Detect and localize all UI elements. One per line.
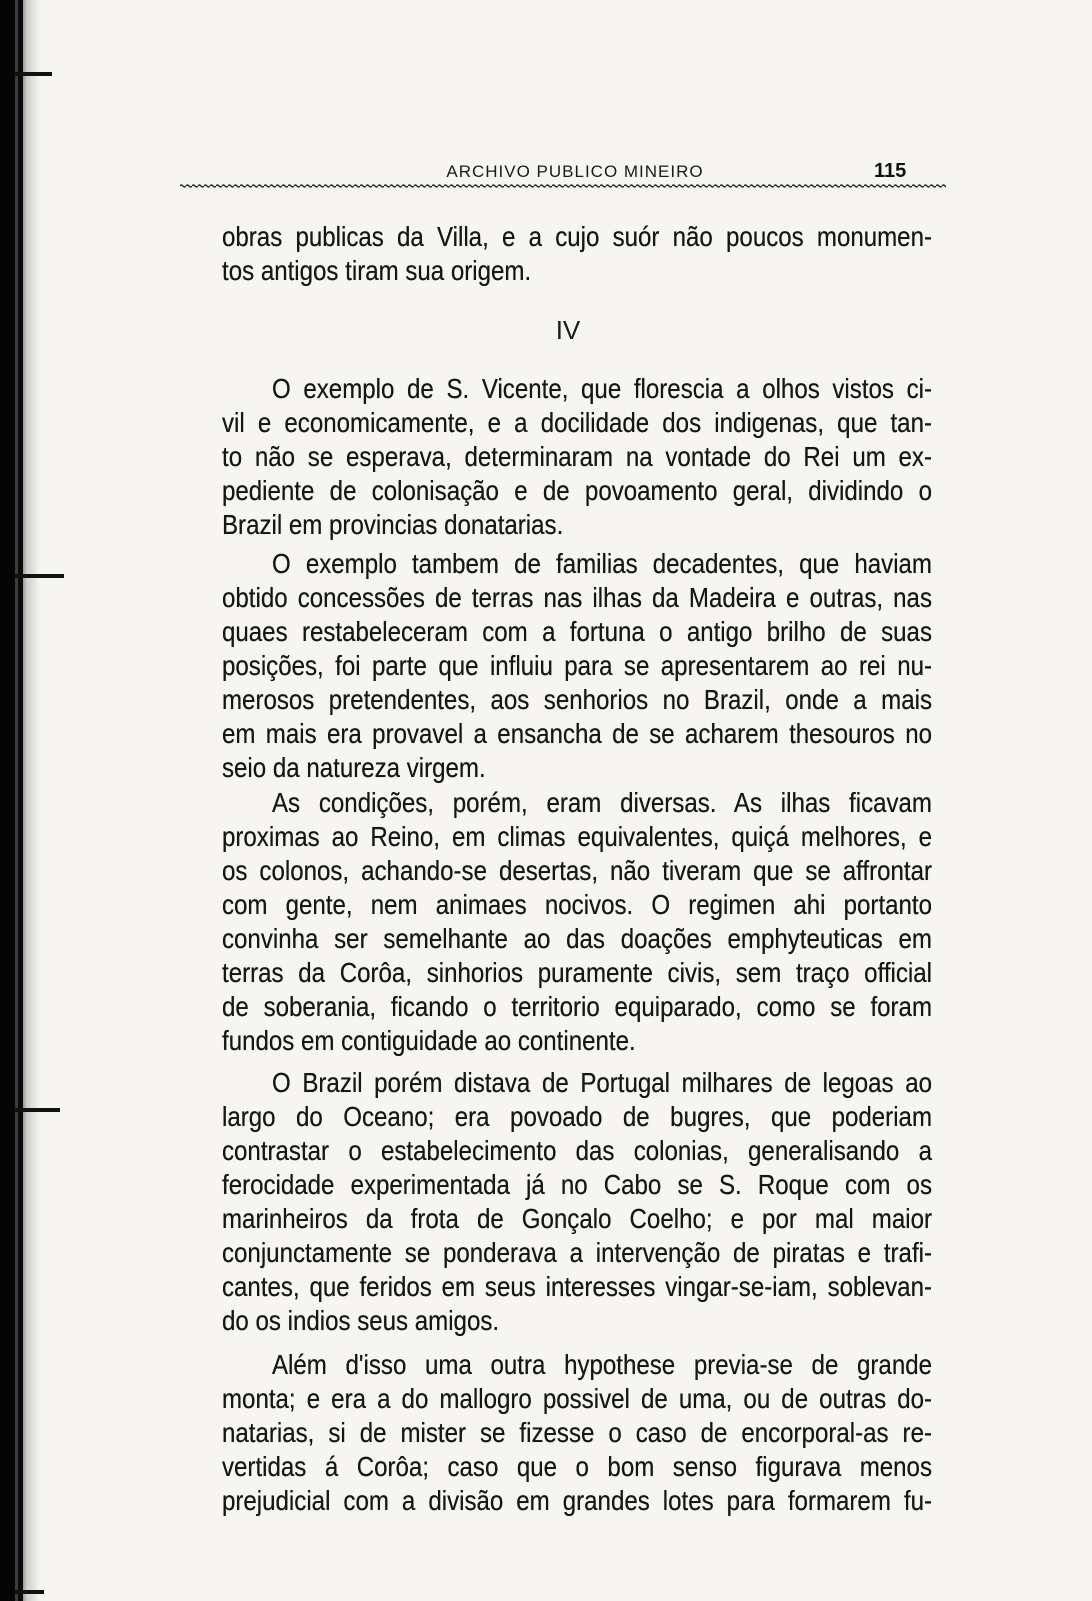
text-line (222, 1450, 932, 1484)
text-line (222, 1382, 932, 1416)
text-line-content: quaes restabeleceram com a fortuna o antigo brilho de suas (222, 616, 932, 647)
text-line-content: em mais era provavel a ensancha de se acharem thesouros no (222, 718, 932, 749)
text-line-content: terras da Corôa, sinhorios puramente civis, sem traço official (222, 957, 932, 988)
text-line (272, 786, 932, 820)
binding-mark (14, 574, 64, 578)
text-line (222, 1304, 932, 1338)
text-line-content: ferocidade experimentada já no Cabo se S. Roque com os (222, 1169, 932, 1200)
binding-mark (14, 72, 52, 76)
text-line (222, 406, 932, 440)
text-line (222, 854, 932, 888)
text-line-content: de soberania, ficando o territorio equiparado, como se foram (222, 991, 932, 1022)
text-line (272, 1066, 932, 1100)
binding-mark (14, 1590, 44, 1594)
text-line (222, 1134, 932, 1168)
text-line-content: do os indios seus amigos. (222, 1305, 500, 1336)
text-line (222, 220, 932, 254)
page-number: 115 (874, 160, 907, 182)
text-line-content: prejudicial com a divisão em grandes lotes para formarem fu- (222, 1485, 932, 1516)
paragraph (222, 1066, 932, 1338)
text-line-content: As condições, porém, eram diversas. As ilhas ficavam (272, 787, 932, 818)
text-line-content: O exemplo tambem de familias decadentes, que haviam (272, 548, 932, 579)
text-line (222, 649, 932, 683)
text-line-content: O exemplo de S. Vicente, que florescia a olhos vistos ci- (272, 373, 932, 404)
text-line (222, 1202, 932, 1236)
text-line (222, 615, 932, 649)
text-line-content: convinha ser semelhante ao das doações emphyteuticas em (222, 923, 932, 954)
section-heading: IV (555, 315, 581, 345)
text-line-content: contrastar o estabelecimento das colonias, generalisando a (222, 1135, 932, 1166)
running-header-title: ARCHIVO PUBLICO MINEIRO (446, 162, 704, 181)
text-line (222, 440, 932, 474)
binding-edge (0, 0, 40, 1601)
text-line-content: pediente de colonisação e de povoamento geral, dividindo o (222, 475, 932, 506)
text-line (222, 1270, 932, 1304)
text-line (222, 1024, 932, 1058)
text-line (222, 751, 932, 785)
text-line (222, 888, 932, 922)
text-line-content: obtido concessões de terras nas ilhas da Madeira e outras, nas (222, 582, 932, 613)
binding-mark (14, 1108, 60, 1112)
text-line (222, 820, 932, 854)
text-line-content: vil e economicamente, e a docilidade dos indigenas, que tan- (222, 407, 932, 438)
text-line (222, 1416, 932, 1450)
text-line (222, 254, 932, 288)
text-line-content: marinheiros da frota de Gonçalo Coelho; e por mal maior (222, 1203, 932, 1234)
text-line (272, 1348, 932, 1382)
text-line (222, 922, 932, 956)
text-line (272, 372, 932, 406)
text-line-content: os colonos, achando-se desertas, não tiveram que se affrontar (222, 855, 932, 886)
text-line-content: monta; e era a do mallogro possivel de uma, ou de outras do- (222, 1383, 932, 1414)
text-line-content: com gente, nem animaes nocivos. O regimen ahi portanto (222, 889, 932, 920)
text-line-content: merosos pretendentes, aos senhorios no Brazil, onde a mais (222, 684, 932, 715)
text-line (222, 683, 932, 717)
paragraph (222, 220, 932, 288)
paragraph (222, 372, 932, 542)
text-line-content: largo do Oceano; era povoado de bugres, que poderiam (222, 1101, 932, 1132)
text-line-content: conjunctamente se ponderava a intervenção de piratas e trafi- (222, 1237, 932, 1268)
text-line-content: fundos em contiguidade ao continente. (222, 1025, 636, 1056)
text-line-content: cantes, que feridos em seus interesses vingar-se-iam, soblevan- (222, 1271, 932, 1302)
text-line-content: Além d'isso uma outra hypothese previa-se de grande (272, 1349, 932, 1380)
text-line (222, 956, 932, 990)
text-line (272, 547, 932, 581)
text-line-content: seio da natureza virgem. (222, 752, 486, 783)
text-line (222, 1100, 932, 1134)
text-line (222, 717, 932, 751)
text-line-content: O Brazil porém distava de Portugal milhares de legoas ao (272, 1067, 932, 1098)
text-line-content: posições, foi parte que influiu para se apresentarem ao rei nu- (222, 650, 932, 681)
paragraph (222, 547, 932, 785)
header-rule (180, 183, 946, 189)
paragraph (222, 786, 932, 1058)
text-line-content: obras publicas da Villa, e a cujo suór não poucos monumen- (222, 221, 932, 252)
text-line (222, 474, 932, 508)
text-line (222, 508, 932, 542)
text-line (222, 990, 932, 1024)
text-line-content: tos antigos tiram sua origem. (222, 255, 532, 286)
paragraph (222, 1348, 932, 1518)
text-line (222, 1236, 932, 1270)
text-line (222, 1484, 932, 1518)
text-line (222, 1168, 932, 1202)
text-line-content: Brazil em provincias donatarias. (222, 509, 564, 540)
text-line (222, 581, 932, 615)
text-line-content: natarias, si de mister se fizesse o caso de encorporal-as re- (222, 1417, 932, 1448)
text-line-content: to não se esperava, determinaram na vontade do Rei um ex- (222, 441, 932, 472)
text-line-content: vertidas á Corôa; caso que o bom senso figurava menos (222, 1451, 932, 1482)
text-line-content: proximas ao Reino, em climas equivalentes, quiçá melhores, e (222, 821, 932, 852)
